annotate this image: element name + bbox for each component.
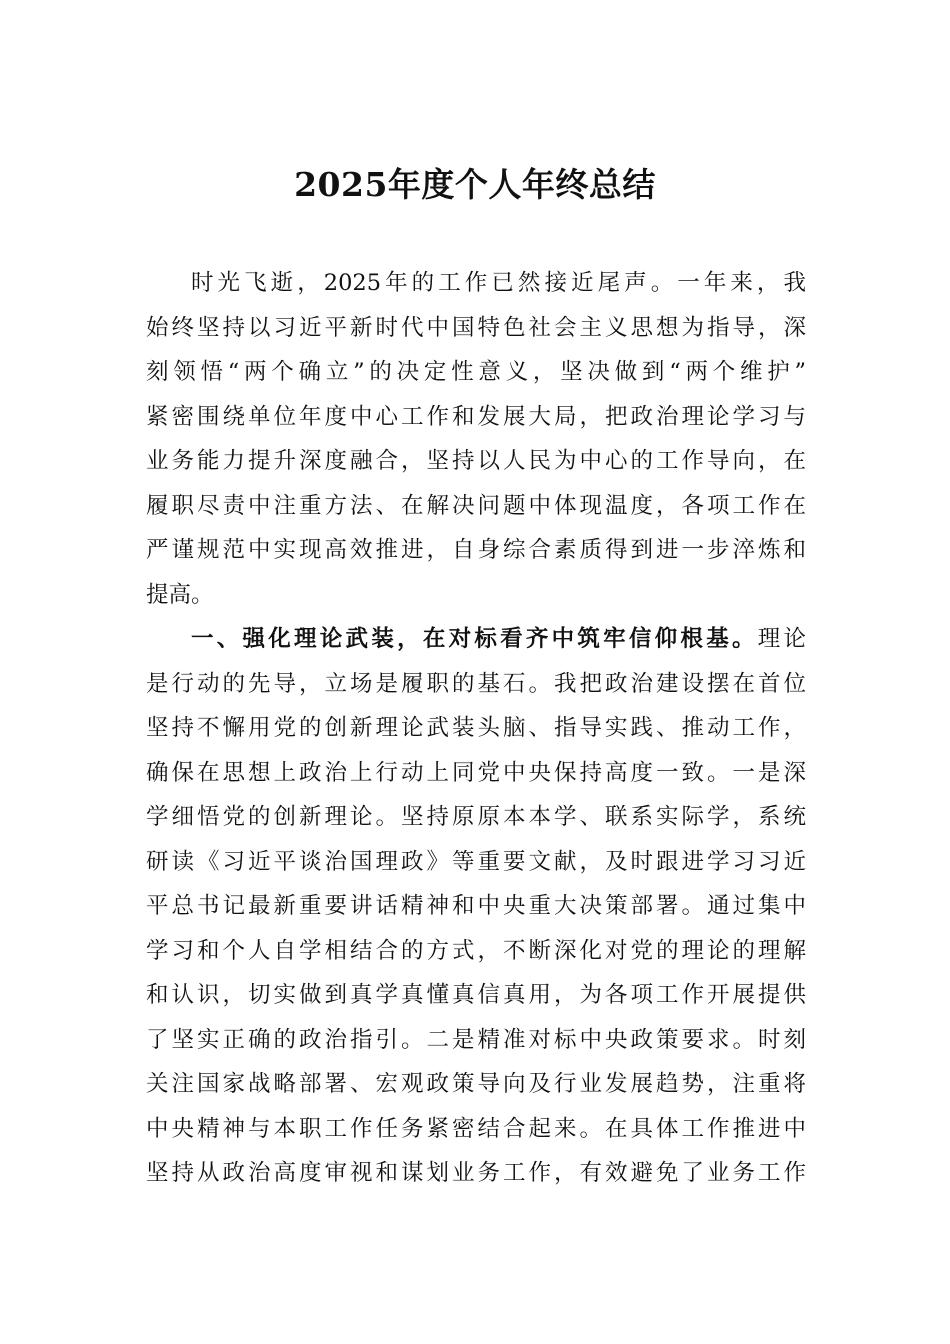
paragraph-line: 提高。 bbox=[146, 581, 214, 608]
paragraph-line: 业务能力提升深度融合，坚持以人民为中心的工作导向，在 bbox=[146, 448, 806, 474]
intro-paragraph bbox=[146, 261, 806, 617]
section-heading: 一、强化理论武装，在对标看齐中筑牢信仰根基。 bbox=[191, 626, 758, 652]
section-heading-tail: 理论 bbox=[757, 626, 806, 652]
paragraph-line: 关注国家战略部署、宏观政策导向及行业发展趋势，注重将 bbox=[146, 1071, 806, 1097]
document-body bbox=[146, 261, 806, 1196]
section-1-paragraph bbox=[146, 617, 806, 1196]
paragraph-line: 了坚实正确的政治指引。二是精准对标中央政策要求。时刻 bbox=[146, 1026, 806, 1053]
paragraph-line: 平总书记最新重要讲话精神和中央重大决策部署。通过集中 bbox=[146, 893, 806, 919]
paragraph-line: 刻领悟“两个确立”的决定性意义，坚决做到“两个维护” bbox=[146, 359, 806, 385]
paragraph-line: 始终坚持以习近平新时代中国特色社会主义思想为指导，深 bbox=[146, 314, 806, 341]
paragraph-line: 坚持从政治高度审视和谋划业务工作，有效避免了业务工作 bbox=[146, 1160, 806, 1186]
paragraph-line: 学习和个人自学相结合的方式，不断深化对党的理论的理解 bbox=[146, 937, 806, 964]
paragraph-line: 严谨规范中实现高效推进，自身综合素质得到进一步淬炼和 bbox=[146, 537, 806, 563]
paragraph-line: 确保在思想上政治上行动上同党中央保持高度一致。一是深 bbox=[146, 759, 806, 786]
paragraph-line: 履职尽责中注重方法、在解决问题中体现温度，各项工作在 bbox=[146, 492, 806, 519]
paragraph-line: 紧密围绕单位年度中心工作和发展大局，把政治理论学习与 bbox=[146, 403, 806, 430]
document-title: 2025年度个人年终总结 bbox=[294, 165, 656, 204]
paragraph-line: 坚持不懈用党的创新理论武装头脑、指导实践、推动工作， bbox=[146, 715, 806, 741]
paragraph-line: 和认识，切实做到真学真懂真信真用，为各项工作开展提供 bbox=[146, 982, 806, 1008]
paragraph-line: 是行动的先导，立场是履职的基石。我把政治建设摆在首位 bbox=[146, 670, 806, 697]
section-heading-line bbox=[146, 617, 806, 662]
paragraph-line: 时光飞逝，2025年的工作已然接近尾声。一年来，我 bbox=[191, 270, 806, 296]
paragraph-line: 中央精神与本职工作任务紧密结合起来。在具体工作推进中 bbox=[146, 1115, 806, 1142]
paragraph-line: 学细悟党的创新理论。坚持原原本本学、联系实际学，系统 bbox=[146, 804, 806, 830]
paragraph-line: 研读《习近平谈治国理政》等重要文献，及时跟进学习习近 bbox=[146, 848, 806, 875]
